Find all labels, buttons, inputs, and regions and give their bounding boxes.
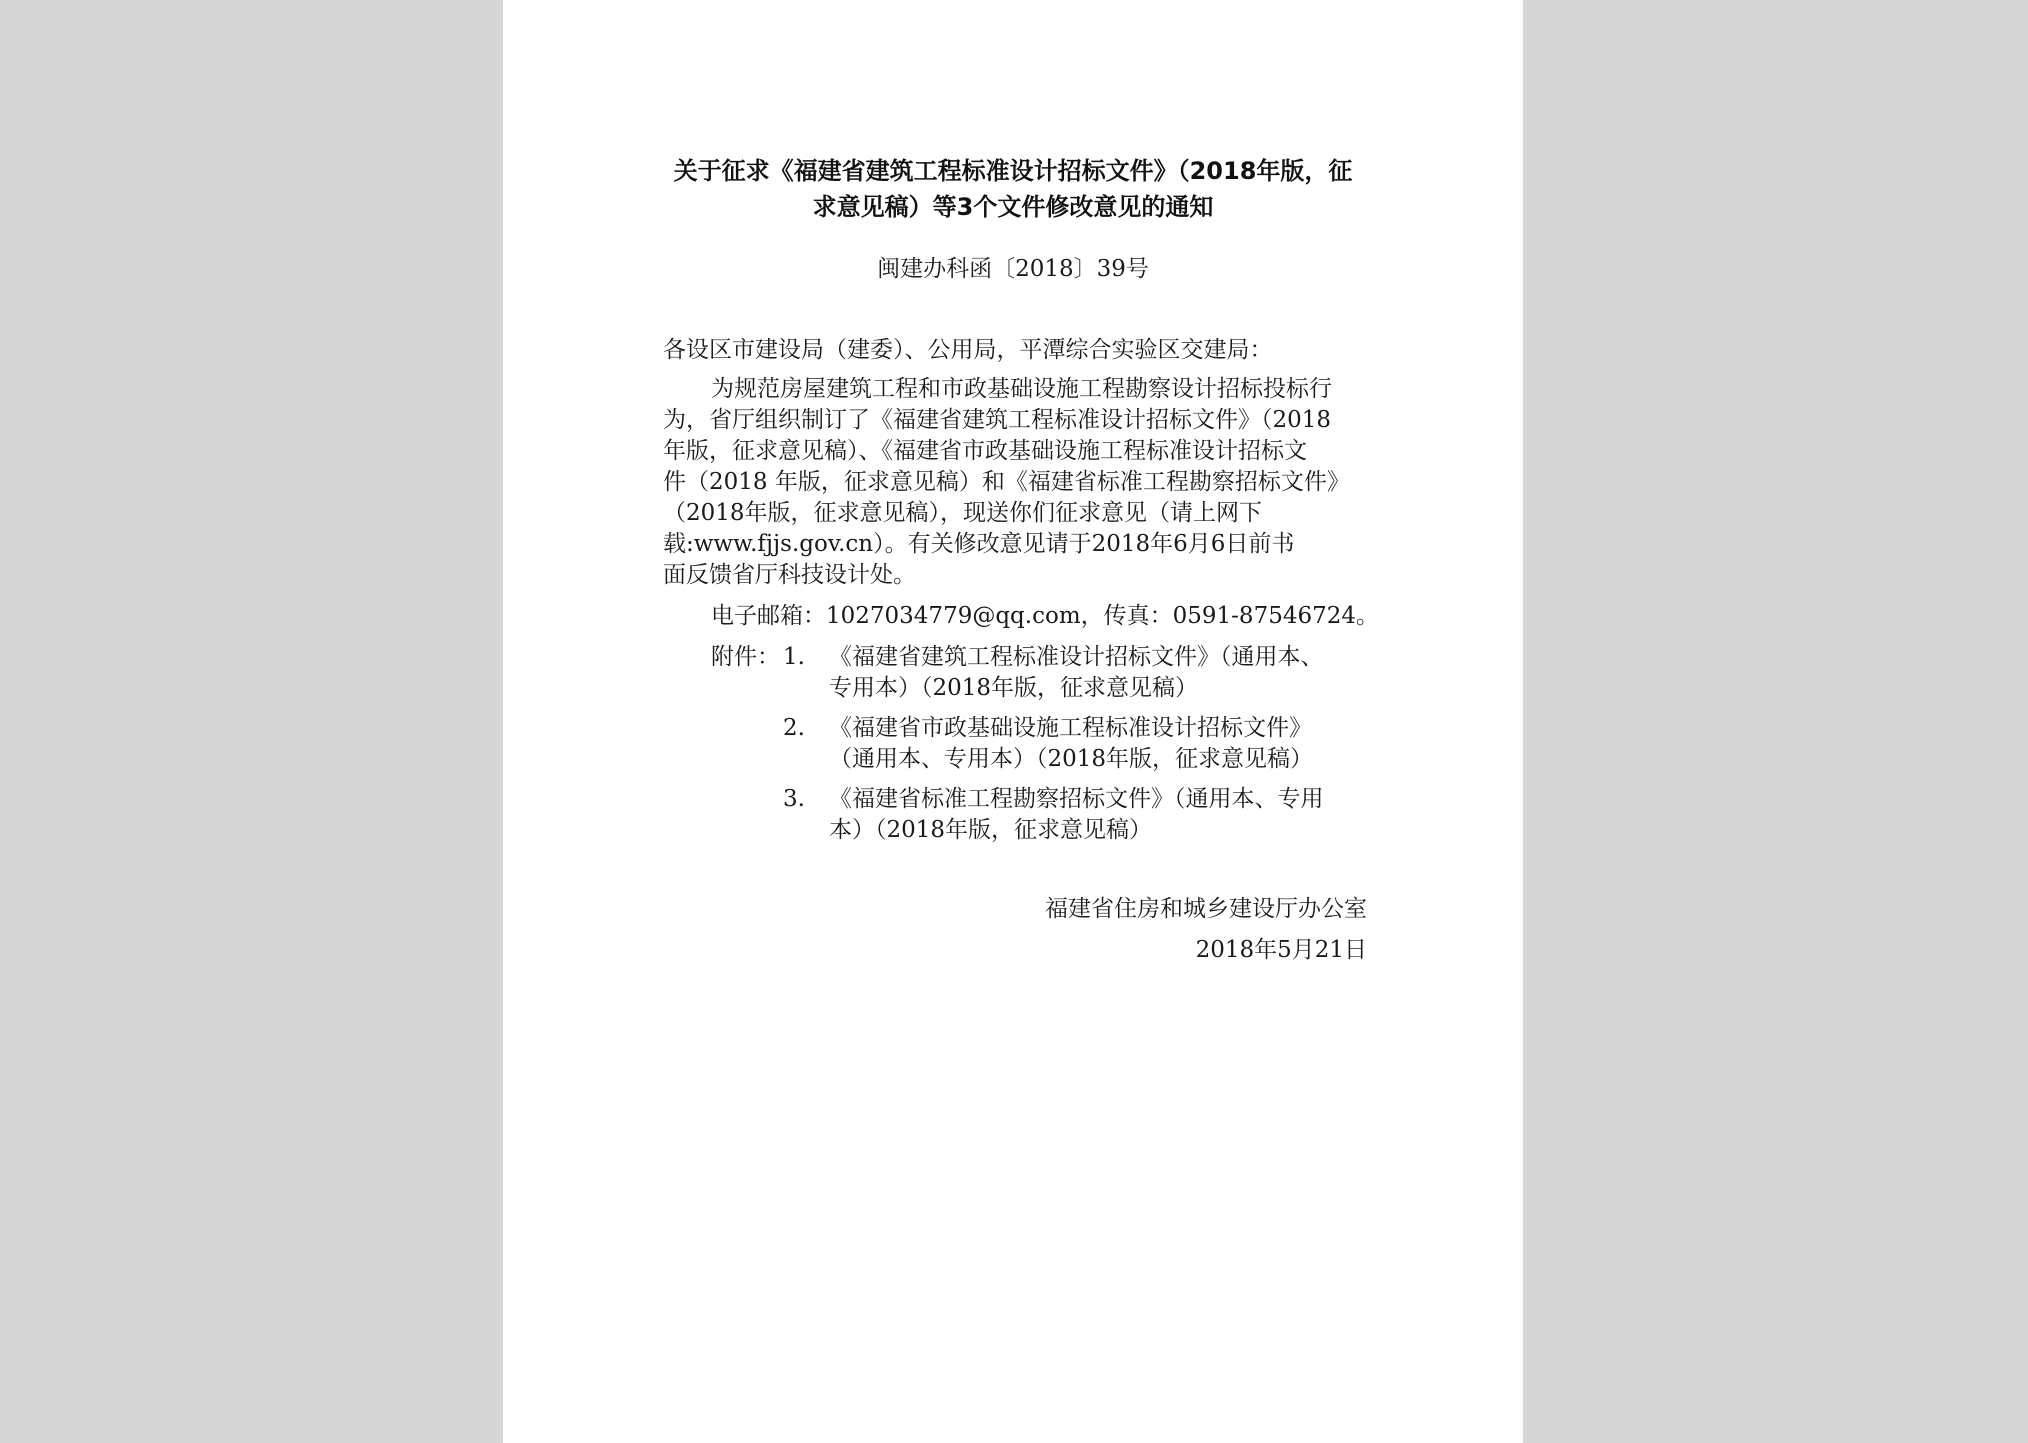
- signature-date: 2018年5月21日: [1195, 937, 1367, 963]
- attachment-line: 本）（2018年版，征求意见稿）: [829, 817, 1153, 843]
- attachment-line: 专用本）（2018年版，征求意见稿）: [829, 675, 1199, 701]
- document-page: [503, 0, 1523, 1443]
- attachment-number: 1.: [783, 644, 805, 670]
- salutation: 各设区市建设局（建委）、公用局，平潭综合实验区交建局：: [663, 337, 1273, 363]
- document-number: 闽建办科函〔2018〕39号: [877, 256, 1149, 282]
- body-line: 面反馈省厅科技设计处。: [663, 562, 916, 588]
- title-line-1: 关于征求《福建省建筑工程标准设计招标文件》（2018年版，征: [673, 157, 1353, 185]
- body-line: 年版，征求意见稿）、《福建省市政基础设施工程标准设计招标文: [663, 438, 1307, 464]
- body-line: 件（2018 年版，征求意见稿）和《福建省标准工程勘察招标文件》: [663, 469, 1350, 495]
- body-line: 载:www.fjjs.gov.cn）。有关修改意见请于2018年6月6日前书: [663, 531, 1295, 557]
- attachment-line: 《福建省标准工程勘察招标文件》（通用本、专用: [829, 786, 1324, 812]
- attachment-line: 《福建省市政基础设施工程标准设计招标文件》: [829, 715, 1312, 741]
- body-paragraph: [663, 374, 1350, 591]
- contact-info: 电子邮箱：1027034779@qq.com，传真：0591-87546724。: [711, 603, 1379, 629]
- document-title: [503, 153, 1523, 225]
- body-line: （2018年版，征求意见稿），现送你们征求意见（请上网下: [663, 500, 1263, 526]
- attachment-number: 3.: [783, 786, 805, 812]
- attachment-line: 《福建省建筑工程标准设计招标文件》（通用本、: [829, 644, 1324, 670]
- body-line: 为，省厅组织制订了《福建省建筑工程标准设计招标文件》（2018: [663, 407, 1332, 433]
- attachment-line: （通用本、专用本）（2018年版，征求意见稿）: [829, 746, 1314, 772]
- attachment-number: 2.: [783, 715, 805, 741]
- body-line: 为规范房屋建筑工程和市政基础设施工程勘察设计招标投标行: [711, 376, 1332, 402]
- attachments-label: 附件：: [711, 644, 780, 670]
- title-line-2: 求意见稿）等3个文件修改意见的通知: [812, 193, 1214, 221]
- signature-org: 福建省住房和城乡建设厅办公室: [1045, 896, 1367, 922]
